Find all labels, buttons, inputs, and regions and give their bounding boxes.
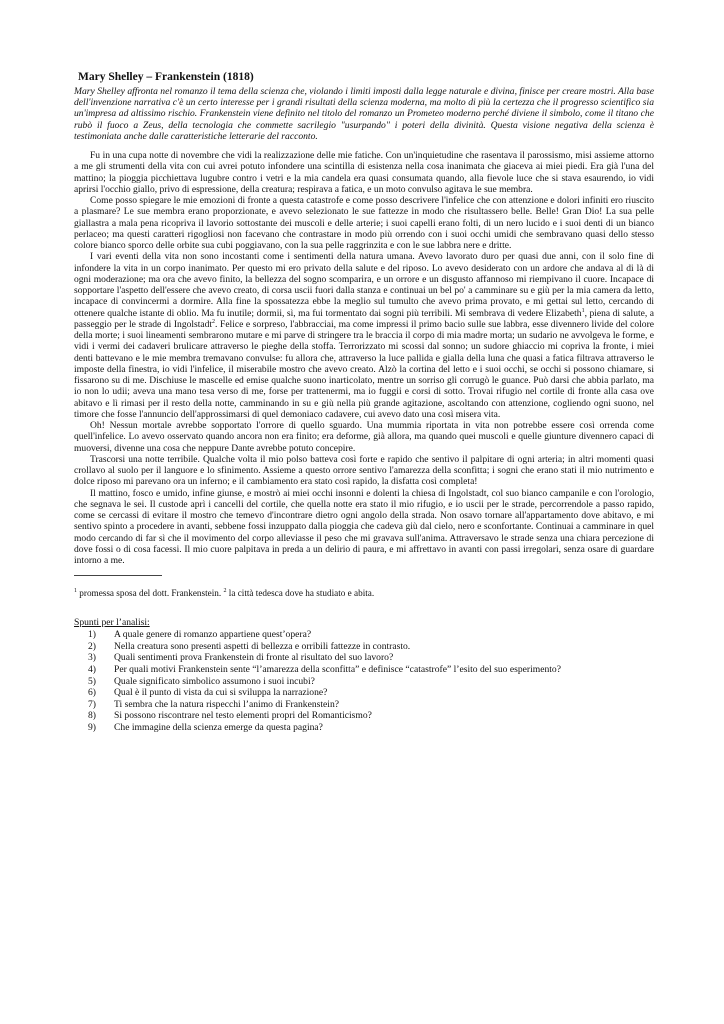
footnotes [74,588,654,599]
analysis-question [74,699,654,711]
document-page [74,70,654,734]
question-text: A quale genere di romanzo appartiene quest’opera? [114,629,312,641]
analysis-heading: Spunti per l’analisi: [74,617,150,629]
footnote-text-2: la città tedesca dove ha studiato e abita. [226,588,375,599]
body-paragraph-3-part-b: , piena di salute, a passeggio per le strade di Ingolstadt [74,307,654,330]
analysis-questions-list [74,629,654,733]
body-paragraph-4: Oh! Nessun mortale avrebbe sopportato l'orrore di quello sguardo. Una mummia riportata in vita non potrebbe essere così orrenda come quell'infelice. Lo avevo osservato quando ancora non era finito; era deforme, già allora, ma quando quei muscoli e quelle giunture divennero capaci di muoversi, divenne una cosa che neppure Dante avrebbe potuto concepire. [74,420,654,454]
analysis-question [74,710,654,722]
intro-paragraph: Mary Shelley affronta nel romanzo il tema della scienza che, violando i limiti imposti dalla legge naturale e divina, finisce per creare mostri. Alla base dell'invenzione narrativa c'è un certo interesse per i grandi risultati della scienza moderna, ma molto di più la certezza che il progresso scientifico sia un'impresa ad altissimo rischio. Frankenstein viene definito nel titolo del romanzo un Prometeo moderno perché diviene il simbolo, come il titano che rubò il fuoco a Zeus, della tecnologia che commette sacrilegio "usurpando" i poteri della divinità. Questa visione negativa della scienza è testimoniata anche dalle caratteristiche letterarie del racconto. [74,86,654,142]
question-number: 1) [88,629,96,641]
question-text: Che immagine della scienza emerge da questa pagina? [114,722,323,734]
question-text: Nella creatura sono presenti aspetti di bellezza e orribili fattezze in contrasto. [114,640,411,652]
question-number: 7) [88,698,96,710]
footnote-divider [74,575,162,576]
analysis-question [74,629,654,641]
footnote-number-1: 1 [74,588,77,595]
question-number: 2) [88,640,96,652]
body-paragraph-3-part-a: I vari eventi della vita non sono incostanti come i sentimenti della natura umana. Avevo lavorato duro per quasi due anni, con il solo fine di infondere la vita in un corpo inanimato. Per questo mi ero privato della salute e del riposo. Lo avevo desiderato con un ardore che andava al di là di ogni moderazione; ma ora che avevo finito, la bellezza del sogno scomparira, e un orrore e un disgusto affannoso mi riempivano il cuore. Incapace di sopportare l'aspetto dell'essere che avevo creato, di corsa uscii fuori dalla stanza e continuai un bel po' a camminare su e giù per la mia camera da letto, incapace di convincermi a dormire. Alla fine la spossatezza ebbe la meglio sul tumulto che avevo prima provato, e mi gettai sul letto, cercando di ottenere qualche istante di oblio. Ma fu inutile; dormii, sì, ma fui tormentato dai sogni più terribili. Mi sembrava di vedere Elizabeth [74,251,654,319]
body-paragraph-1: Fu in una cupa notte di novembre che vidi la realizzazione delle mie fatiche. Con un'inquietudine che rasentava il parossismo, misi assieme attorno a me gli strumenti della vita con cui avrei potuto infondere una scintilla di esistenza nella cosa inanimata che giaceva ai miei piedi. Era già l'una del mattino; la pioggia picchiettava lugubre contro i vetri e la mia candela era quasi consumata quando, alla fievole luce che si stava esaurendo, io vidi aprirsi l'occhio giallo, privo di espressione, della creatura; respirava a fatica, e un moto convulso agitava le sue membra. [74,150,654,195]
analysis-question [74,676,654,688]
document-title: Mary Shelley – Frankenstein (1818) [78,71,254,83]
question-text: Quale significato simbolico assumono i suoi incubi? [114,675,315,687]
footnote-mark-1: 1 [581,307,585,314]
body-paragraph-3 [74,251,654,420]
body-paragraph-3-part-c: . Felice e sorpreso, l'abbracciai, ma come impressi il primo bacio sulle sue labbra, esse divennero livide del colore della morte; i suoi lineamenti sembrarono mutare e mi parve di stringere tra le braccia il corpo di mia madre morta; un sudario ne avvolgeva le forme, e vidi i vermi dei cadaveri brulicare attraverso le pieghe della stoffa. Terrorizzato mi scossi dal sonno; un sudore ghiaccio mi copriva la fronte, i miei denti battevano e le mie membra tremavano convulse: fu allora che, attraverso la luce pallida e gialla della luna che quasi a fatica filtrava attraverso le imposte della finestra, io vidi l'infelice, il miserabile mostro che avevo creato. Alzò la cortina del letto e i suoi occhi, se occhi si possono chiamare, si fissarono su di me. Dischiuse le mascelle ed emise qualche suono inarticolato, mentre un sorriso gli corrugò le guance. Può darsi che abbia parlato, ma io non lo udii; aveva una mano tesa verso di me, forse per trattenermi, ma io fuggii e corsi di sotto. Trovai rifugio nel cortile di fronte alla casa ove abitavo e lì rimasi per il resto della notte, camminando in su e giù nella più grande agitazione, ascoltando con attenzione, cogliendo ogni suono, nel timore che fosse l'annuncio dell'approssimarsi di quel demoniaco cadavere, cui avevo dato una così misera vita. [74,318,654,420]
body-paragraph-6: Il mattino, fosco e umido, infine giunse, e mostrò ai miei occhi insonni e dolenti la chiesa di Ingolstadt, col suo bianco campanile e con l'orologio, che segnava le sei. Il custode aprì i cancelli del cortile, che quella notte era stato il mio rifugio, e io uscii per le strade, percorrendole a passo rapido, come se cercassi di evitare il mostro che temevo d'incontrare dietro ogni angolo della strada. Non osavo tornare all'appartamento dove abitavo, e mi sentivo spinto a procedere in avanti, sebbene fossi inzuppato dalla pioggia che cadeva giù dal cielo, nero e sconfortante. Continuai a camminare in quel modo cercando di far sì che il movimento del corpo alleviasse il peso che mi gravava sull'anima. Attraversavo le strade senza una chiara percezione di dove fossi o di cosa facessi. Il mio cuore palpitava in preda a un delirio di paura, e mi affrettavo in avanti con passi irregolari, senza osare di guardare intorno a me. [74,487,654,567]
question-text: Per quali motivi Frankenstein sente “l’amarezza della sconfitta” e definisce “catastrofe” l’esito del suo esperimento? [114,664,561,676]
question-number: 8) [88,710,96,722]
analysis-question [74,664,654,676]
question-number: 9) [88,722,96,734]
footnote-mark-2: 2 [212,318,216,325]
question-text: Quali sentimenti prova Frankenstein di fronte al risultato del suo lavoro? [114,652,394,664]
analysis-question [74,641,654,653]
footnote-number-2: 2 [223,588,227,595]
analysis-question [74,722,654,734]
footnote-text-1: promessa sposa del dott. Frankenstein. [77,588,224,599]
body-paragraph-2: Come posso spiegare le mie emozioni di fronte a questa catastrofe e come posso descrivere l'infelice che con attenzione e dolori infiniti ero riuscito a plasmare? Le sue membra erano proporzionate, e avevo selezionato le sue fattezze in modo che risultassero belle. Belle! Gran Dio! La sua pelle giallastra a mala pena ricopriva il lavorio sottostante dei muscoli e delle arterie; i suoi capelli erano folti, di un nero lucido e i suoi denti di un bianco perlaceo; ma questi caratteri rigogliosi non facevano che contrastare in modo più orrendo con i suoi occhi umidi che sembravano quasi dello stesso colore bianco sporco delle orbite sua cubi poggiavano, con la sua pelle raggrinzita e con le sue labbra nere e dritte. [74,195,654,252]
analysis-question [74,687,654,699]
question-text: Ti sembra che la natura rispecchi l’animo di Frankenstein? [114,698,340,710]
question-number: 6) [88,687,96,699]
question-number: 3) [88,652,96,664]
question-text: Si possono riscontrare nel testo elementi propri del Romanticismo? [114,710,372,722]
question-number: 4) [88,664,96,676]
question-number: 5) [88,675,96,687]
body-paragraph-5: Trascorsi una notte terribile. Qualche volta il mio polso batteva così forte e rapido che sentivo il palpitare di ogni arteria; in altri momenti quasi crollavo al suolo per il languore e lo sfinimento. Assieme a questo orrore sentivo l'amarezza della sconfitta; i sogni che erano stati il mio nutrimento e dolce riposo mi parevano ora un inferno; e il cambiamento era stato così rapido, la disfatta così completa! [74,453,654,488]
analysis-question [74,652,654,664]
question-text: Qual è il punto di vista da cui si sviluppa la narrazione? [114,687,328,699]
